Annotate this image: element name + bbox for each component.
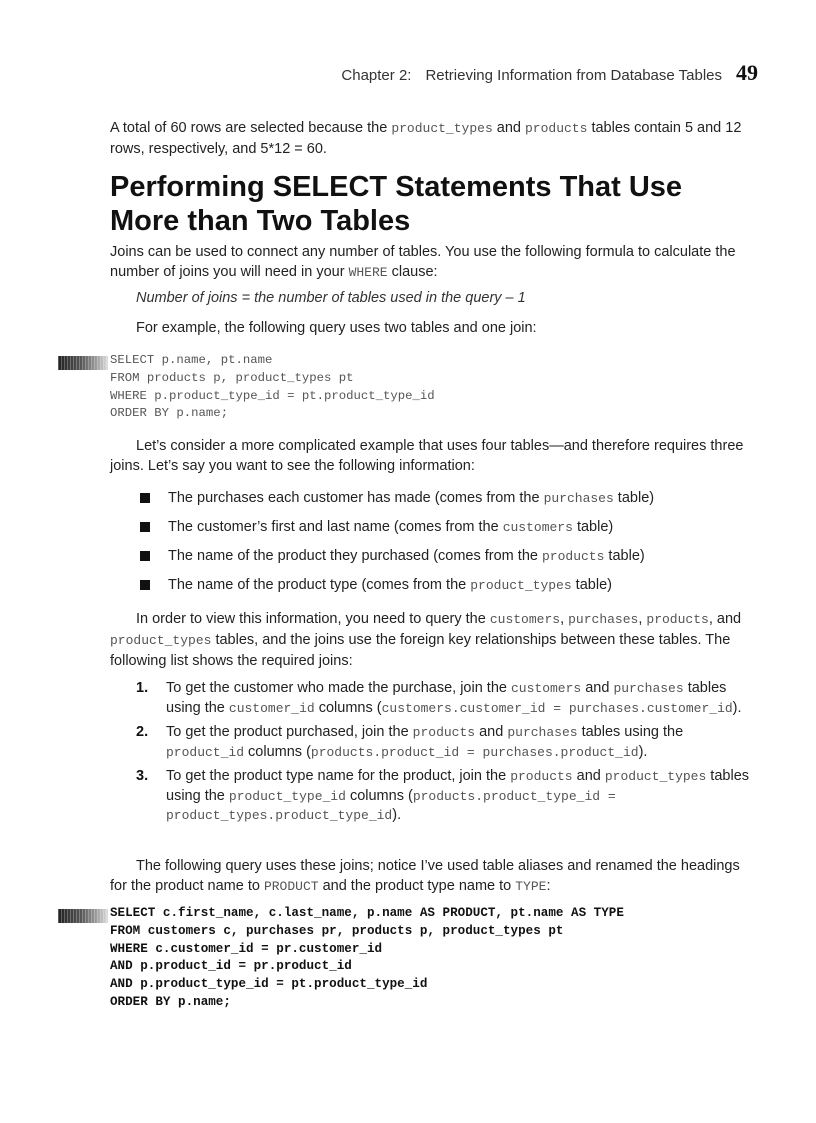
- intro-paragraph: A total of 60 rows are selected because the product_types and products tables contain 5 and 12 rows, respectively, and 5*12 = 60.: [110, 120, 742, 157]
- complicated-example-paragraph: Let’s consider a more complicated example that uses four tables—and therefore requires three joins. Let’s say you want to see the following information:: [110, 438, 744, 474]
- bullet-square-icon: [140, 580, 150, 590]
- code-listing-four-tables: SELECT c.first_name, c.last_name, p.name AS PRODUCT, pt.name AS TYPE FROM customers c, purchases pr, products p, product_types pt WHERE c.customer_id = pr.customer_id AND p.product_id = pr.product_id AND p.product_type_id = pt.product_type_id ORDER BY p.name;: [110, 906, 624, 1009]
- step-number: 3.: [136, 768, 149, 784]
- chapter-label: Chapter 2:: [341, 67, 412, 84]
- required-joins-list: [136, 679, 756, 831]
- code-listing-icon: [58, 356, 108, 370]
- list-item: 1. To get the customer who made the purchase, join the customers and purchases tables using the customer_id columns (customers.customer_id = purchases.customer_id).: [136, 680, 742, 716]
- page-number: 49: [736, 60, 758, 85]
- bullet-square-icon: [140, 522, 150, 532]
- list-item: The purchases each customer has made (comes from the purchases table): [140, 488, 760, 517]
- query-tables-paragraph: In order to view this information, you need to query the customers, purchases, products, and product_types tables, and the joins use the foreign key relationships between these tables. The following list shows the required joins:: [110, 611, 742, 669]
- running-header: [341, 60, 758, 86]
- step-number: 2.: [136, 724, 149, 740]
- bullet-square-icon: [140, 493, 150, 503]
- section-heading: Performing SELECT Statements That Use More than Two Tables: [110, 171, 683, 237]
- information-bullet-list: [140, 488, 760, 604]
- bullet-square-icon: [140, 551, 150, 561]
- list-item: 2. To get the product purchased, join the products and purchases tables using the product_id columns (products.product_id = purchases.product_id).: [136, 724, 684, 760]
- code-listing-two-tables: SELECT p.name, pt.name FROM products p, product_types pt WHERE p.product_type_id = pt.product_type_id ORDER BY p.name;: [110, 353, 435, 421]
- example-paragraph: For example, the following query uses two tables and one join:: [136, 320, 537, 336]
- chapter-title: Retrieving Information from Database Tables: [425, 67, 722, 84]
- step-number: 1.: [136, 680, 149, 696]
- list-item: The customer’s first and last name (comes from the customers table): [140, 517, 760, 546]
- list-item: The name of the product they purchased (comes from the products table): [140, 546, 760, 575]
- list-item: The name of the product type (comes from the product_types table): [140, 575, 760, 604]
- list-item: 3. To get the product type name for the product, join the products and product_types tables using the product_type_id columns (products.product_type_id = product_types.product_type_id).: [136, 768, 750, 823]
- code-listing-icon: [58, 909, 108, 923]
- joins-paragraph: Joins can be used to connect any number of tables. You use the following formula to calculate the number of joins you will need in your WHERE clause:: [110, 244, 736, 280]
- join-formula: Number of joins = the number of tables used in the query – 1: [136, 290, 526, 306]
- aliases-paragraph: The following query uses these joins; notice I’ve used table aliases and renamed the headings for the product name to PRODUCT and the product type name to TYPE:: [110, 858, 740, 894]
